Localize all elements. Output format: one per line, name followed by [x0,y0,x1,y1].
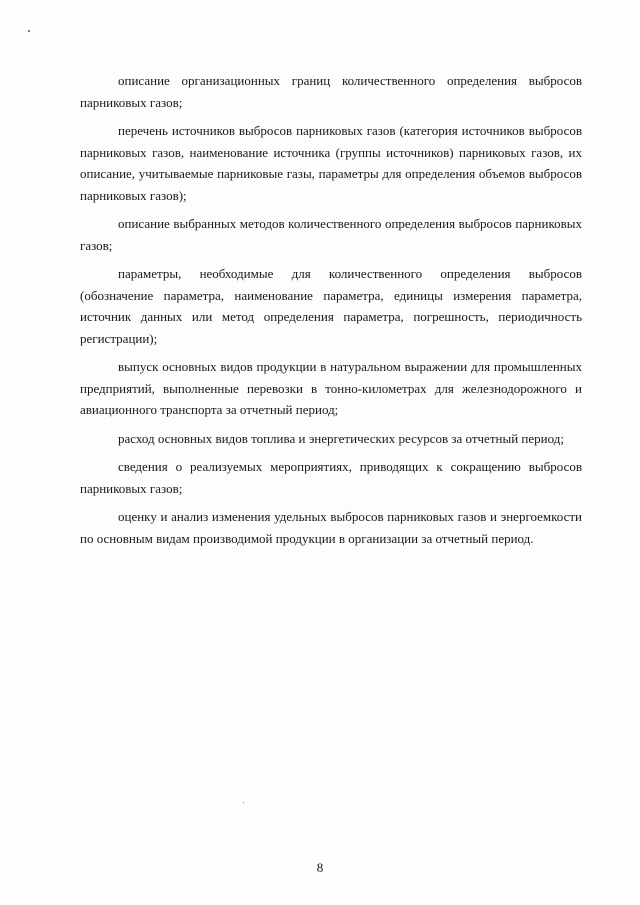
paragraph-production-output: выпуск основных видов продукции в натуральном выражении для промышленных предприятий, выполненные перевозки в тонно-километрах для железнодорожного и авиационного транспорта за отчетный период; [80,359,582,417]
scan-speck [243,802,244,803]
page-number: 8 [316,860,324,875]
paragraph-emission-sources: перечень источников выбросов парниковых газов (категория источников выбросов парниковых газов, наименование источника (группы источников) парниковых газов, их описание, учитываемые парниковые газы, параметры для определения объемов выбросов парниковых газов); [80,123,582,203]
paragraph-parameters: параметры, необходимые для количественного определения выбросов (обозначение параметра, наименование параметра, единицы измерения параметра, источник данных или метод определения параметра, погрешность, периодичность регистрации); [80,266,582,346]
paragraph-specific-emissions: оценку и анализ изменения удельных выбросов парниковых газов и энергоемкости по основным видам производимой продукции в организации за отчетный период. [80,509,582,546]
document-body [80,70,582,556]
paragraph-org-boundaries: описание организационных границ количественного определения выбросов парниковых газов; [80,73,582,110]
paragraph-methods: описание выбранных методов количественного определения выбросов парниковых газов; [80,216,582,253]
paragraph-measures: сведения о реализуемых мероприятиях, приводящих к сокращению выбросов парниковых газов; [80,459,582,496]
scan-speck [28,30,30,32]
paragraph-fuel-consumption: расход основных видов топлива и энергетических ресурсов за отчетный период; [118,430,564,446]
